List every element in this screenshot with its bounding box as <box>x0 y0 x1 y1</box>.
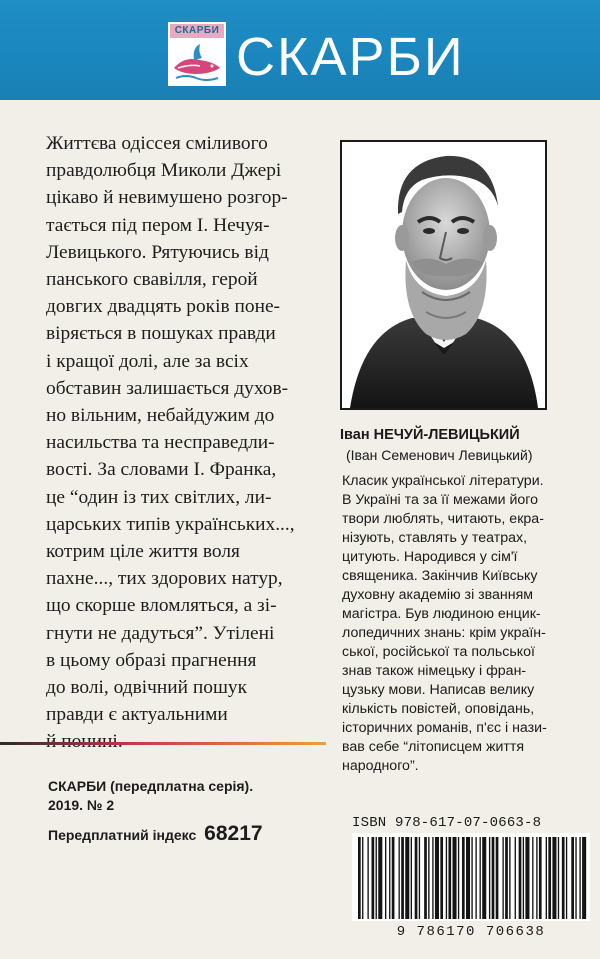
annotation-line: правди є актуальними <box>46 704 228 726</box>
series-line: СКАРБИ (передплатна серія). <box>48 778 254 794</box>
annotation-line: в цьому образі прагнення <box>46 649 257 671</box>
color-divider <box>0 742 326 745</box>
barcode-bar <box>482 837 486 919</box>
annotation-line: до волі, одвічний пошук <box>46 677 248 699</box>
annotation-line: обставин залишається духов- <box>46 377 289 399</box>
barcode-bar <box>532 837 533 919</box>
bio-line: знав також німецьку і фран- <box>342 663 527 679</box>
barcode-bar <box>582 837 586 919</box>
barcode-bar <box>492 837 495 919</box>
barcode-bar <box>575 837 576 919</box>
bio-line: нізують, ставлять у театрах, <box>342 530 528 546</box>
index-label: Передплатний індекс <box>48 827 197 843</box>
annotation-line: котрим ціле життя воля <box>46 541 240 563</box>
annotation-line: Левицького. Рятуючись від <box>46 241 269 263</box>
barcode-bar <box>505 837 508 919</box>
barcode-bar <box>571 837 574 919</box>
barcode-bar <box>558 837 559 919</box>
annotation-line: тається під пером І. Нечуя- <box>46 214 270 236</box>
barcode-bar <box>428 837 429 919</box>
isbn-text: ISBN 978-617-07-0663-8 <box>352 815 542 831</box>
whale-emblem-icon <box>170 38 224 84</box>
author-biography <box>342 472 582 776</box>
bio-line: лопедичних знань: крім україн- <box>342 625 546 641</box>
annotation-line: насильства та несправедли- <box>46 432 275 454</box>
barcode-bar <box>509 837 510 919</box>
barcode-bar <box>523 837 524 919</box>
author-name: Іван НЕЧУЙ-ЛЕВИЦЬКИЙ <box>340 427 520 443</box>
bio-line: твори люблять, читають, екра- <box>342 511 544 527</box>
index-number: 68217 <box>204 822 263 845</box>
barcode-bar <box>502 837 503 919</box>
author-portrait <box>340 140 547 410</box>
bio-line: історичних романів, п'єс і нази- <box>342 720 547 736</box>
bio-line: В Україні та за її межами його <box>342 492 539 508</box>
annotation-line: но вільним, небайдужим до <box>46 405 275 427</box>
series-logo <box>168 22 226 86</box>
barcode-bar <box>399 837 400 919</box>
barcode-bar <box>552 837 556 919</box>
barcode-bar <box>362 837 363 919</box>
barcode-bar <box>458 837 459 919</box>
barcode-bar <box>480 837 481 919</box>
annotation-line: царських типів українських..., <box>46 513 295 535</box>
annotation-line: це “один із тих світлих, ли- <box>46 486 272 508</box>
author-portrait-image <box>342 142 545 408</box>
barcode-bar <box>432 837 433 919</box>
annotation-line: довгих двадцять років поне- <box>46 296 281 318</box>
barcode-bar <box>415 837 418 919</box>
bio-line: магістра. Був людиною енцик- <box>342 606 541 622</box>
bio-line: ської, російської та польської <box>342 644 535 660</box>
bio-line: кількість повістей, оповідань, <box>342 701 535 717</box>
bio-line: духовну академію зі званням <box>342 587 534 603</box>
issue-line: 2019. № 2 <box>48 797 115 813</box>
annotation-line: гнути не дадуться”. Утілені <box>46 622 275 644</box>
barcode-bar <box>466 837 470 919</box>
subscription-index <box>48 822 263 846</box>
annotation-line: вості. За словами І. Франка, <box>46 459 277 481</box>
barcode-bar <box>515 837 516 919</box>
barcode-bar <box>376 837 377 919</box>
bio-line: вав себе “літописцем життя <box>342 739 525 755</box>
barcode-bar <box>536 837 537 919</box>
barcode-bar <box>475 837 476 919</box>
barcode-bar <box>446 837 447 919</box>
annotation-line: і кращої долі, але за всіх <box>46 350 249 372</box>
bio-line: народного”. <box>342 758 419 774</box>
logo-label: СКАРБИ <box>170 24 224 38</box>
barcode-bar <box>378 837 382 919</box>
barcode-bar <box>385 837 386 919</box>
header-band <box>0 0 600 100</box>
barcode-bar <box>489 837 490 919</box>
book-annotation <box>46 130 326 756</box>
annotation-line: панського свавілля, герой <box>46 269 258 291</box>
barcode-bar <box>367 837 368 919</box>
barcode-bar <box>462 837 465 919</box>
barcode-number: 9 786170 706638 <box>396 924 546 940</box>
barcode-bar <box>389 837 390 919</box>
barcode-bar <box>496 837 499 919</box>
barcode-bar <box>440 837 443 919</box>
barcode-bar <box>546 837 547 919</box>
annotation-line: що скорше вломляться, а зі- <box>46 595 277 617</box>
barcode-bar <box>419 837 420 919</box>
barcode-bar <box>358 837 361 919</box>
annotation-line: правдолюбця Миколи Джері <box>46 160 282 182</box>
barcode-bar <box>525 837 529 919</box>
bio-line: цузьку мови. Написав велику <box>342 682 535 698</box>
annotation-line: віряється в пошуках правди <box>46 323 276 345</box>
barcode-bar <box>405 837 409 919</box>
annotation-line: пахне..., тих здорових натур, <box>46 568 283 590</box>
barcode-bar <box>424 837 427 919</box>
barcode-bar <box>411 837 412 919</box>
barcode-bar <box>471 837 472 919</box>
barcode-bar <box>539 837 542 919</box>
barcode-icon <box>352 833 590 921</box>
barcode-bar <box>435 837 439 919</box>
annotation-line: Життєва одіссея сміливого <box>46 133 268 154</box>
barcode-bar <box>548 837 551 919</box>
series-title: СКАРБИ <box>236 27 465 87</box>
author-full-name: (Іван Семенович Левицький) <box>346 447 533 463</box>
barcode-bar <box>519 837 522 919</box>
barcode-bar <box>566 837 567 919</box>
bio-line: Класик української літератури. <box>342 473 544 489</box>
bio-line: священика. Закінчив Київську <box>342 568 538 584</box>
barcode-bar <box>453 837 457 919</box>
barcode-bar <box>579 837 580 919</box>
annotation-line: цікаво й невимушено розгор- <box>46 187 288 209</box>
series-info <box>48 777 318 815</box>
barcode-bar <box>448 837 451 919</box>
barcode-bar <box>392 837 395 919</box>
barcode-bar <box>401 837 404 919</box>
barcode-bar <box>372 837 375 919</box>
bio-line: цитують. Народився у сім'ї <box>342 549 518 565</box>
barcode-bar <box>562 837 565 919</box>
